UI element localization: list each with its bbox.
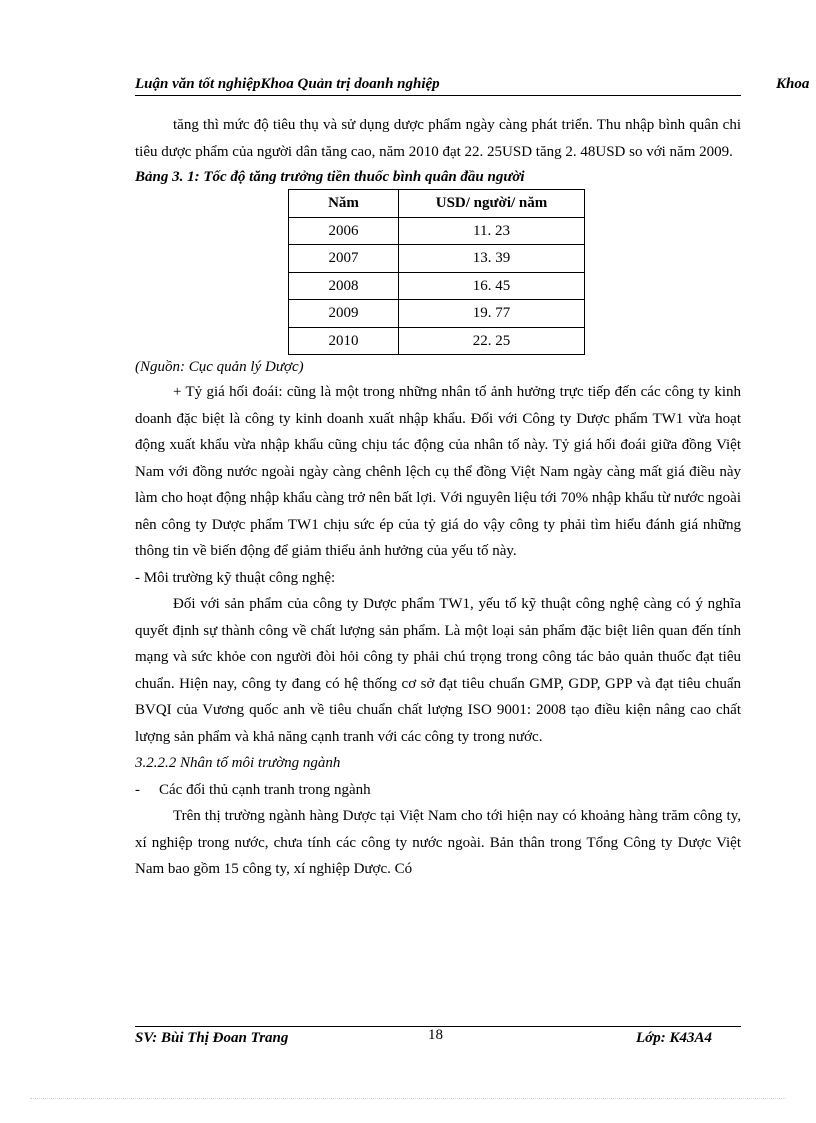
table-caption: Bảng 3. 1: Tốc độ tăng trưởng tiền thuốc bình quân đầu người [135, 169, 525, 185]
page-content [135, 112, 741, 883]
table-header-year: Năm [289, 190, 399, 218]
table-cell-year: 2006 [289, 217, 399, 245]
table-row [289, 327, 585, 355]
table-header-row [289, 190, 585, 218]
table-header-usd: USD/ người/ năm [399, 190, 585, 218]
paragraph-exchange-rate: + Tỷ giá hối đoái: cũng là một trong những nhân tố ảnh hưởng trực tiếp đến các công ty kinh doanh đặc biệt là công ty kinh doanh xuất nhập khẩu. Đối với Công ty Dược phẩm TW1 vừa hoạt động xuất khẩu vừa nhập khẩu cũng chịu tác động của nhân tố này. Tỷ giá hối đoái giữa đồng Việt Nam với đồng nước ngoài ngày càng chênh lệch cụ thể đồng Việt Nam ngày càng mất giá điều này làm cho hoạt động nhập khẩu càng trở nên bất lợi. Với nguyên liệu tới 70% nhập khẩu từ nước ngoài nên công ty Dược phẩm TW1 chịu sức ép của tỷ giá do vậy công ty phải tìm hiểu đánh giá những thông tin về biến động để giảm thiểu ảnh hưởng của yếu tố này. [135, 384, 741, 559]
table-cell-value: 22. 25 [399, 327, 585, 355]
table-cell-year: 2007 [289, 245, 399, 273]
footer-class: Lớp: K43A4 [636, 1030, 712, 1046]
list-dash: - [135, 781, 140, 798]
table-cell-year: 2009 [289, 300, 399, 328]
table-cell-value: 19. 77 [399, 300, 585, 328]
paragraph-technology: Đối với sản phẩm của công ty Dược phẩm TW1, yếu tố kỹ thuật công nghệ càng có ý nghĩa quyết định sự thành công về chất lượng sản phẩm. Là một loại sản phẩm đặc biệt liên quan đến tính mạng và sức khỏe con người đòi hỏi công ty phải chú trọng trong công tác bảo quản thuốc đạt tiêu chuẩn. Hiện nay, công ty đang có hệ thống cơ sở đạt tiêu chuẩn GMP, GDP, GPP và đạt tiêu chuẩn BVQI của Vương quốc anh về tiêu chuẩn chất lượng ISO 9001: 2008 tạo điều kiện nâng cao chất lượng sản phẩm và khả năng cạnh tranh với các công ty trong nước. [135, 596, 741, 745]
table-cell-year: 2008 [289, 272, 399, 300]
drug-spending-table [288, 189, 585, 355]
heading-tech-environment: - Môi trường kỹ thuật công nghệ: [135, 569, 336, 586]
page-number: 18 [428, 1027, 443, 1043]
table-row [289, 272, 585, 300]
list-item [135, 777, 741, 804]
table-cell-year: 2010 [289, 327, 399, 355]
section-heading: 3.2.2.2 Nhân tố môi trường ngành [135, 755, 341, 771]
table-cell-value: 16. 45 [399, 272, 585, 300]
table-cell-value: 11. 23 [399, 217, 585, 245]
table-row [289, 217, 585, 245]
table-source: (Nguồn: Cục quản lý Dược) [135, 359, 304, 375]
paragraph-market: Trên thị trường ngành hàng Dược tại Việt Nam cho tới hiện nay có khoảng hàng trăm công ty, xí nghiệp trong nước, chưa tính các công ty nước ngoài. Bản thân trong Tổng Công ty Dược Việt Nam bao gồm 15 công ty, xí nghiệp Dược. Có [135, 808, 741, 877]
header-divider [135, 95, 741, 96]
page-edge-divider [30, 1098, 786, 1099]
header-title: Luận văn tốt nghiệpKhoa Quản trị doanh nghiệp [135, 76, 440, 92]
footer-student: SV: Bùi Thị Đoan Trang [135, 1030, 289, 1046]
header-faculty-label: Khoa [776, 76, 810, 92]
table-cell-value: 13. 39 [399, 245, 585, 273]
table-row [289, 300, 585, 328]
table-row [289, 245, 585, 273]
list-item-text: Các đối thủ cạnh tranh trong ngành [159, 781, 371, 798]
paragraph-income: tăng thì mức độ tiêu thụ và sử dụng dược phẩm ngày càng phát triển. Thu nhập bình quân chi tiêu dược phẩm của người dân tăng cao, năm 2010 đạt 22. 25USD tăng 2. 48USD so với năm 2009. [135, 117, 741, 160]
